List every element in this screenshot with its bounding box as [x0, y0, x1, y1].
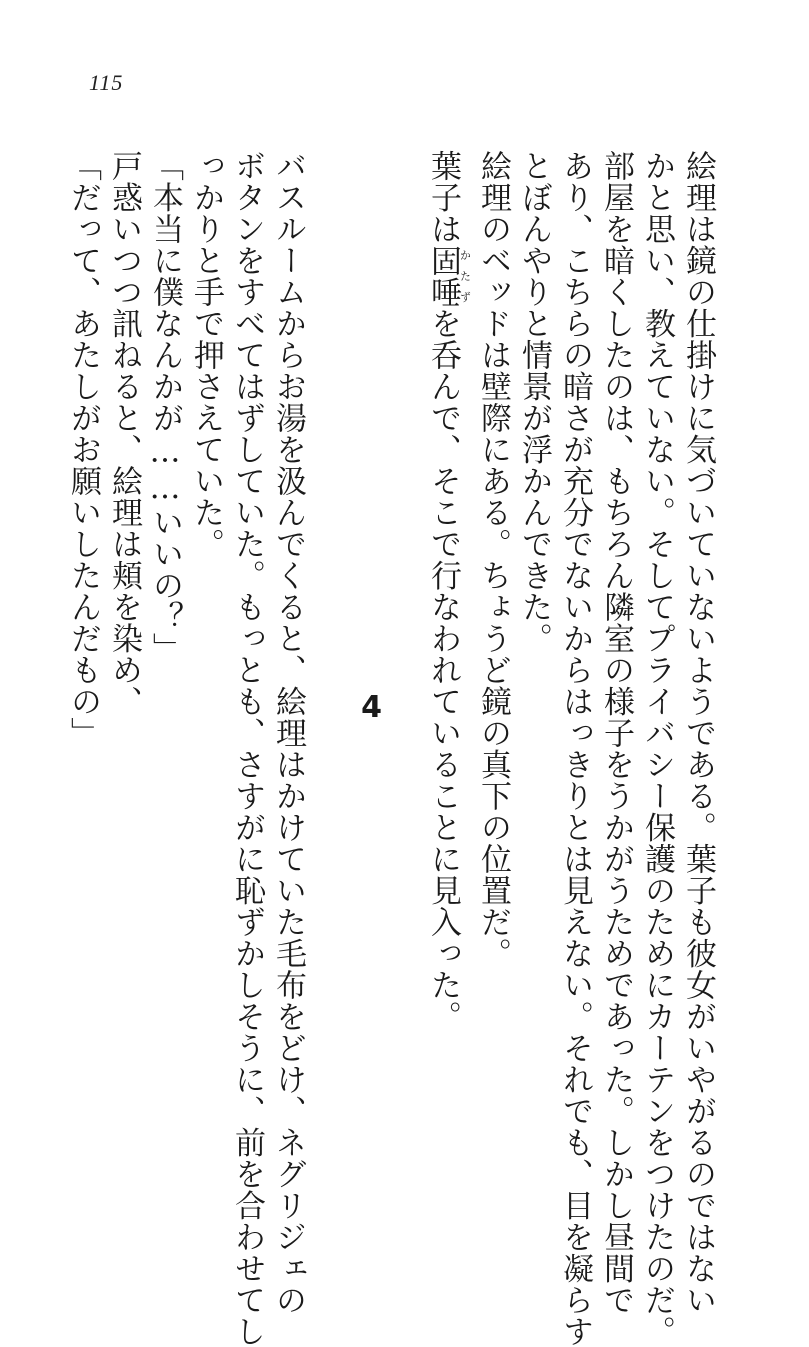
text-line: とぼんやりと情景が浮かんできた。: [516, 150, 552, 654]
text-line: ボタンをすべてはずしていた。もっとも、さすがに恥ずかしそうに、前を合わせてし: [229, 150, 265, 1347]
ruby-suffix: を呑んで、そこで行なわれていることに見入った。: [425, 307, 461, 1032]
text-line-with-ruby: [425, 150, 472, 1160]
text-line: 戸惑いつつ訊ねると、絵理は頬を染め、: [106, 150, 142, 717]
ruby-prefix: 葉子は: [425, 150, 461, 245]
section-spacer: [310, 150, 348, 1160]
text-line: 部屋を暗くしたのは、もちろん隣室の様子をうかがうためであった。しかし昼間で: [598, 150, 634, 1316]
text-line: 絵理は鏡の仕掛けに気づいていないようである。葉子も彼女がいやがるのではない: [680, 150, 716, 1316]
text-line: 絵理のベッドは壁際にある。ちょうど鏡の真下の位置だ。: [475, 150, 511, 969]
text-line: っかりと手で押さえていた。: [188, 150, 224, 560]
ruby-reading: かたず: [458, 244, 472, 308]
text-line: かと思い、教えていない。そしてプライバシー保護のためにカーテンをつけたのだ。: [639, 150, 675, 1347]
ruby-word: 固唾かたず: [425, 244, 472, 308]
section-heading: 4: [354, 690, 389, 725]
text-line: あり、こちらの暗さが充分でないからはっきりとは見えない。それでも、目を凝らす: [557, 150, 593, 1347]
vertical-text-body: [64, 150, 717, 1347]
dialogue-line: 「本当に僕なんかが……いいの？」: [147, 150, 183, 664]
text-line: バスルームからお湯を汲んでくると、絵理はかけていた毛布をどけ、ネグリジェの: [270, 150, 306, 1316]
dialogue-line: 「だって、あたしがお願いしたんだもの」: [65, 150, 101, 749]
page-number: 115: [89, 70, 124, 95]
